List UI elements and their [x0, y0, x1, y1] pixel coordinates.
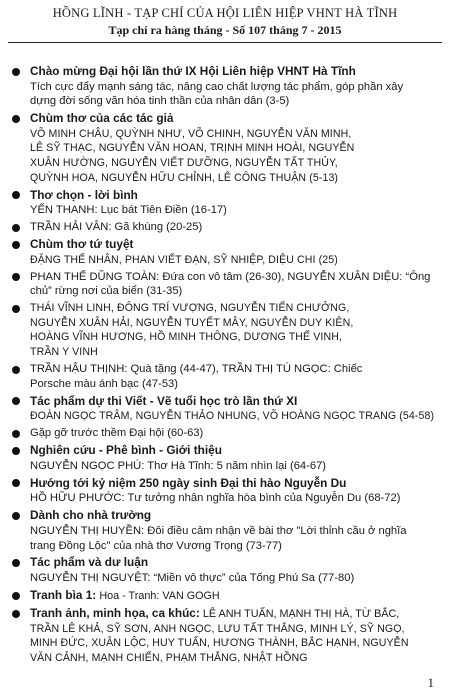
bullet-icon — [12, 191, 20, 199]
toc-entry-heading-line — [30, 476, 440, 492]
toc-entry-inline-text: Hoa - Tranh: VAN GOGH — [99, 590, 220, 603]
toc-entry — [10, 64, 440, 109]
toc-entry — [10, 476, 440, 506]
toc-entry-heading-line — [30, 555, 440, 571]
toc-entry-heading-line — [30, 394, 440, 410]
bullet-icon — [12, 447, 20, 455]
toc-entry — [10, 188, 440, 218]
toc-entry-title: Chùm thơ tứ tuyệt — [30, 237, 134, 252]
toc-entry — [10, 555, 440, 585]
toc-entry-heading-line — [30, 443, 440, 459]
bullet-icon — [12, 559, 20, 567]
toc-entry-title: Chào mừng Đại hội lần thứ IX Hội Liên hiệp VHNT Hà Tĩnh — [30, 64, 356, 78]
masthead — [0, 6, 450, 38]
toc-entry-heading-line — [30, 64, 440, 80]
toc-entry — [10, 220, 440, 235]
toc-entry-line: XUÂN HƯỜNG, NGUYỄN VIẾT DƯỠNG, NGUYỄN TẤT THỦY, — [30, 156, 338, 169]
toc-entry-line: ĐOÀN NGỌC TRÂM, NGUYỄN THẢO NHUNG, VÕ HOÀNG NGỌC TRANG (54-58) — [30, 410, 435, 423]
toc-entry — [10, 426, 440, 441]
toc-entry-heading-line — [30, 508, 440, 524]
toc-entry-line: NGUYỄN XUÂN HẢI, NGUYỄN TUYẾT MÂY, NGUYỄN DUY KIÊN, — [30, 316, 354, 329]
toc-entry — [10, 394, 440, 424]
toc-entry — [10, 111, 440, 185]
toc-entry-line: Tích cực đẩy mạnh sáng tác, nâng cao chất lượng tác phẩm, góp phần xây — [30, 80, 404, 93]
toc-entry-line: PHAN THẾ DŨNG TOÀN: Đứa con vô tâm (26-30), NGUYỄN XUÂN DIỆU: “Ông — [30, 270, 431, 283]
toc-entry-line: VÕ MINH CHÂU, QUỲNH NHƯ, VÕ CHINH, NGUYỄN VĂN MINH, — [30, 127, 352, 140]
bullet-icon — [12, 224, 20, 232]
toc-entry-title: Tranh bìa 1: — [30, 588, 97, 603]
bullet-icon — [12, 512, 20, 520]
toc-entry-heading-line — [30, 588, 440, 604]
toc-entry-line: Porsche màu ánh bạc (47-53) — [30, 377, 179, 390]
toc-entry — [10, 606, 440, 665]
bullet-icon — [12, 397, 20, 405]
toc-entry-heading-line — [30, 111, 440, 127]
issue-line: Tạp chí ra hàng tháng - Số 107 tháng 7 - 2015 — [108, 23, 342, 37]
toc-entry-line: MINH ĐỨC, XUÂN LỘC, HUY TUẤN, HƯƠNG THÀNH, BẮC HẠNH, NGUYỄN — [30, 637, 409, 650]
toc-entry-title: Chùm thơ của các tác giả — [30, 111, 174, 126]
toc-entry-line: YẾN THANH: Lục bát Tiên Điền (16-17) — [30, 204, 227, 217]
bullet-icon — [12, 241, 20, 249]
toc-entry-line: TRẦN HẢI VÂN: Gã khùng (20-25) — [30, 221, 203, 234]
toc-entry — [10, 301, 440, 359]
toc-entry-title: Tác phẩm dự thi Viết - Vẽ tuổi học trò lần thứ XI — [30, 393, 298, 408]
toc-entry-line: TRẦN LÊ KHẢ, SỸ SƠN, ANH NGỌC, LƯU TẤT THẮNG, MINH LÝ, SỸ NGỌ, — [30, 622, 405, 635]
toc-entry-line: Gặp gỡ trước thềm Đại hội (60-63) — [30, 427, 204, 440]
toc-entry-line: THÁI VĨNH LINH, ĐÔNG TRÍ VƯỢNG, NGUYỄN TIẾN CHƯỞNG, — [30, 302, 350, 315]
toc-entry-line: trang Đồng Lộc" của nhà thơ Vương Trọng (73-77) — [30, 539, 282, 552]
toc-entry-title: Hướng tới kỷ niệm 250 ngày sinh Đại thi hào Nguyễn Du — [30, 475, 347, 490]
table-of-contents — [10, 64, 440, 668]
toc-entry-title: Thơ chọn - lời bình — [30, 187, 138, 202]
toc-entry-heading-line — [30, 237, 440, 253]
page-number: 1 — [427, 675, 434, 690]
toc-entry-line: ĐẶNG THẾ NHÂN, PHAN VIẾT ĐẠN, SỸ NHIỆP, DIỆU CHI (25) — [30, 253, 338, 266]
toc-entry-title: Dành cho nhà trường — [30, 508, 152, 523]
toc-entry — [10, 270, 440, 299]
toc-entry-line: NGUYỄN THỊ NGUYỆT: “Miền vô thực” của Tống Phú Sa (77-80) — [30, 572, 355, 585]
header-divider — [8, 42, 442, 43]
toc-entry-line: TRẦN HẬU THỊNH: Quà tặng (44-47), TRẦN THỊ TÚ NGỌC: Chiếc — [30, 363, 363, 376]
bullet-icon — [12, 366, 20, 374]
magazine-title: HỒNG LĨNH - TẠP CHÍ CỦA HỘI LIÊN HIỆP VHNT HÀ TĨNH — [52, 6, 398, 20]
toc-entry-line: dựng đời sống văn hóa tinh thần của nhân dân (3-5) — [30, 95, 290, 108]
bullet-icon — [12, 592, 20, 600]
toc-entry — [10, 237, 440, 267]
toc-entry-title: Tranh ảnh, minh họa, ca khúc: — [30, 606, 200, 621]
toc-entry-line: chủ” rừng nơi của biển (31-35) — [30, 285, 183, 298]
bullet-icon — [12, 305, 20, 313]
toc-entry — [10, 588, 440, 604]
toc-entry-line: VĂN CẢNH, MẠNH CHIẾN, PHẠM THẮNG, NHẬT HỒNG — [30, 651, 308, 664]
bullet-icon — [12, 68, 20, 76]
toc-entry-line: TRẦN Y VINH — [30, 346, 98, 359]
toc-entry-title: Tác phẩm và dư luận — [30, 555, 149, 570]
toc-entry-line: NGUYỄN THỊ HUYỀN: Đôi điều cảm nhận về bài thơ "Lời thỉnh cầu ở nghĩa — [30, 524, 407, 537]
toc-entry-heading-line — [30, 188, 440, 204]
toc-entry-line: NGUYỄN NGỌC PHÚ: Thơ Hà Tĩnh: 5 năm nhìn lại (64-67) — [30, 459, 327, 472]
toc-entry-line: LÊ SỸ THẠC, NGUYỄN VĂN HOAN, TRỊNH MINH HOÀI, NGUYỄN — [30, 142, 355, 155]
toc-entry — [10, 443, 440, 473]
bullet-icon — [12, 479, 20, 487]
toc-entry-heading-line — [30, 606, 440, 622]
bullet-icon — [12, 610, 20, 618]
bullet-icon — [12, 115, 20, 123]
toc-entry-line: HOÀNG VĨNH HƯƠNG, HỒ MINH THÔNG, DƯƠNG THẾ VINH, — [30, 331, 343, 344]
toc-entry-line: HỒ HỮU PHƯỚC: Tư tưởng nhân nghĩa hòa bình của Nguyễn Du (68-72) — [30, 492, 401, 505]
bullet-icon — [12, 273, 20, 281]
toc-entry-inline-text: LÊ ANH TUẤN, MẠNH THỊ HÀ, TỪ BẮC, — [202, 608, 400, 621]
toc-entry-title: Nghiên cứu - Phê bình - Giới thiệu — [30, 443, 222, 458]
toc-entry — [10, 508, 440, 553]
bullet-icon — [12, 430, 20, 438]
toc-entry — [10, 362, 440, 391]
toc-entry-line: QUỲNH HOA, NGUYỄN HỮU CHỈNH, LÊ CÔNG THUẬN (5-13) — [30, 171, 339, 184]
